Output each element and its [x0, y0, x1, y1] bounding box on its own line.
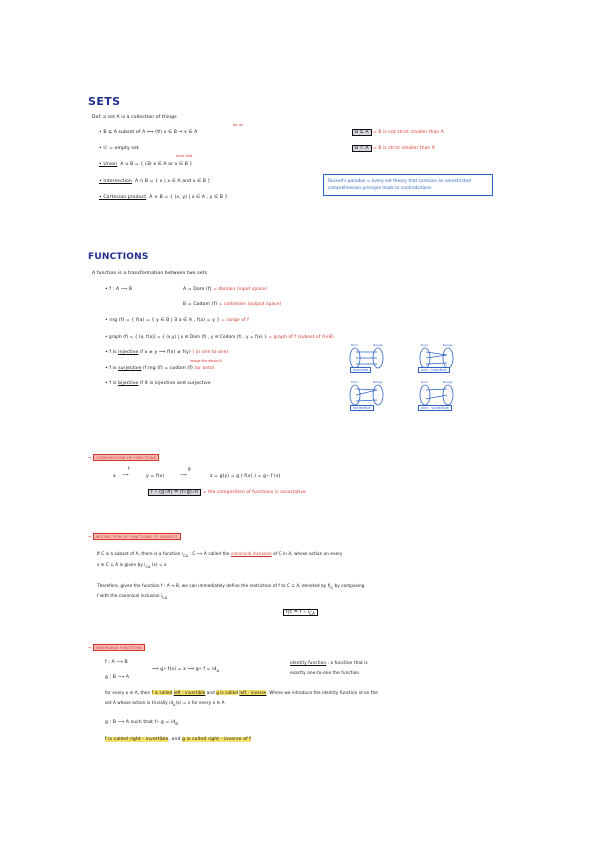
inverse-f-signature: f : A ⟶ B [105, 660, 128, 665]
inverse-text: f is called [151, 690, 173, 695]
injective-def: if x ≠ y ⟹ f(x) ≠ f(y) [140, 350, 191, 355]
bijective-prefix: • f is [105, 381, 117, 386]
functions-title: FUNCTIONS [88, 252, 149, 262]
range-def: • rng (f) = { f(a) = { y ∈ B | ∃ a ∈ A , f(a) = y } [105, 318, 220, 323]
composition-arrow-f-label: f [128, 466, 130, 471]
range-row [105, 318, 249, 323]
inverse-text: on the [364, 690, 378, 695]
union-line [99, 162, 193, 167]
canonical-inclusion-term: canonical inclusion [230, 551, 272, 556]
injective-diagram-label: injective [350, 367, 371, 373]
associativity-note: = the composition of functions is associative [202, 490, 306, 495]
composition-arrow-g-label: g [188, 466, 191, 471]
restriction-text: Therefore, given the function f : A → B, we can immediately define the restriction of f to C ⊆ A, denoted by f| [97, 583, 331, 588]
surjective-term: surjective [118, 366, 142, 371]
range-label: Range [373, 380, 383, 384]
strict-subset-note: = B is strict smaller than A [373, 146, 435, 151]
right-invertible-term: f is called right - invertible [105, 737, 169, 742]
associativity-row [148, 490, 306, 495]
inverse-text: and [206, 690, 215, 695]
right-invertible-row [105, 737, 251, 742]
sets-definition: Def. a set A is a collection of things [92, 115, 177, 120]
codomain-row [183, 302, 281, 307]
restriction-text: by composing [333, 583, 365, 588]
cartesian-label: • Cartesian product [99, 195, 147, 200]
restriction-formula-row [283, 610, 318, 616]
restriction-formula-sub: CA [309, 610, 315, 616]
identity-function-term: identity function [290, 660, 327, 665]
intersection-def: A ∩ B = { x | x ∈ A and x ∈ B } [135, 179, 211, 184]
codomain-def: B = Codom (f) [183, 302, 218, 307]
restriction-text: (x) = x [150, 562, 167, 567]
inverse-text: g : B ⟶ A such that f∘ g = id [105, 720, 176, 725]
graph-note: = graph of f (subset of A×B) [268, 335, 334, 340]
cartesian-line [99, 195, 228, 200]
identity-def-row-2: exactly one-to-one the function [290, 670, 360, 675]
surjective-row [105, 366, 215, 371]
dom-label: Dom [351, 343, 359, 347]
graph-def: • graph (f) = { (a, f(a)) = { (x,y) | x ∈ Dom (f) , y ∈ Codom (f) , y = f(x) } [105, 334, 267, 339]
restriction-text: If C is a subset of A, there is a function i [97, 551, 184, 556]
russell-paradox-box: Russell's paradox = every set theory that contains an unrestricted comprehension principle leads to contradictions. [323, 174, 493, 196]
domain-def: A = Dom (f) [183, 287, 212, 292]
restriction-formula [283, 609, 318, 616]
range-label: Range [373, 343, 383, 347]
restriction-para-1b [97, 562, 167, 569]
restriction-formula-text: f|c = f ∘ i [286, 610, 310, 615]
restriction-sub: CA [162, 595, 168, 600]
restriction-text: : C ⟶ A called the [189, 551, 230, 556]
range-label: Range [443, 343, 453, 347]
surjective-def: if rng (f) = codom (f) [143, 366, 193, 371]
inverse-text: g is called [216, 690, 238, 695]
restriction-text: x ∈ C ⊆ A is given by i [97, 562, 146, 567]
non-strict-subset-row [352, 130, 444, 135]
restriction-sub: C [330, 585, 334, 590]
left-invertible-term: left - invertible [173, 690, 206, 695]
strict-subset-row [352, 146, 435, 151]
restriction-para-2 [97, 583, 364, 590]
right-inverse-term: g is called right - inverse of f [182, 737, 252, 742]
function-signature: • f : A ⟶ B [105, 287, 133, 292]
inverse-text: , and [168, 737, 181, 742]
empty-set-line: • ∅ = empty set [99, 146, 139, 151]
restriction-header-label: RESTRICTION OF FUNCTIONS TO SUBSETS [93, 533, 181, 540]
non-strict-subset-box: B ⊆ A [352, 129, 372, 136]
surjective-prefix: • f is [105, 366, 117, 371]
restriction-text: f with the canonical inclusion i [97, 593, 163, 598]
composition-arrow-f: ⟶ [122, 473, 129, 478]
non-injective-diagram-label: non - injective [418, 367, 450, 373]
non-strict-subset-note: = B is not strict smaller than A [373, 130, 444, 135]
inverse-header-label: INVERSIBLE FUNCTIONS [93, 644, 146, 651]
composition-arrow-g: ⟶ [180, 473, 187, 478]
cartesian-def: A × B = { (x, y) | x ∈ A , y ∈ B } [149, 195, 228, 200]
intersection-label: • Intersection [99, 179, 132, 184]
composition-middle: y = f(x) [146, 474, 165, 479]
inverse-text: (x) = x for every x ∈ A [175, 700, 225, 705]
inverse-composition [152, 667, 219, 673]
injective-prefix: • f is [105, 350, 117, 355]
functions-intro: A function is a transformation between two sets [92, 271, 208, 276]
injective-term: injective [118, 350, 139, 355]
inverse-header: → INVERSIBLE FUNCTIONS [88, 645, 145, 650]
associativity-formula: f ∘ (g∘h) = (f∘g)∘h [148, 489, 201, 496]
restriction-para-3 [97, 593, 167, 600]
composition-header: → COMPOSITIONS OF FUNCTIONS [88, 455, 159, 460]
left-inverse-term: left - inverse [239, 690, 267, 695]
union-label: • Union [99, 162, 118, 167]
dom-label: Dom [351, 380, 359, 384]
bijective-def: if it is injective and surjective [140, 381, 211, 386]
injective-note: ( or one to one) [192, 350, 229, 355]
restriction-text: of C in A, whose action on every [273, 551, 343, 556]
right-inverse-def [105, 720, 178, 726]
dom-label: Dom [421, 343, 429, 347]
injective-row [105, 350, 228, 355]
composition-header-label: COMPOSITIONS OF FUNCTIONS [93, 454, 160, 461]
bijective-row [105, 381, 211, 386]
composition-x: x [113, 474, 116, 479]
left-invertible-row [105, 690, 378, 695]
range-note: = range of f [221, 318, 249, 323]
range-label: Range [443, 380, 453, 384]
exist-note: exist that [176, 154, 193, 158]
restriction-sub: CA [145, 564, 151, 569]
intersection-line [99, 179, 211, 184]
domain-note: = domain (input space) [213, 287, 268, 292]
identity-action-row: set A whose action is trivially $id_A(x) = x$ for every x ∈ A [105, 700, 225, 707]
surjective-note: (or onto) [194, 366, 215, 371]
restriction-header: → RESTRICTION OF FUNCTIONS TO SUBSETS [88, 534, 181, 539]
restriction-para-1 [97, 551, 342, 558]
inverse-g-signature: g : B ⟶ A [105, 675, 130, 680]
identity-def-row [290, 660, 368, 665]
inverse-sub: B [175, 720, 179, 726]
non-surjective-diagram-label: non - surjective [418, 405, 452, 411]
surjective-annotation: image the whole B [190, 359, 222, 363]
strict-subset-box: B ⊂ A [352, 145, 372, 152]
union-def: A ∪ B = { (∃) x ∈ A or x ∈ B } [120, 162, 193, 167]
subset-line: • B ⊆ A subset of A ⟺ (∀) x ∈ B ⇒ x ∈ A [99, 130, 198, 135]
inverse-text: set A whose action is trivially id [105, 700, 174, 705]
for-all-note: for all [233, 123, 244, 127]
composition-result: z = g(y) = g ( f(x) ) = g∘ f (x) [210, 474, 281, 479]
inverse-text: . Where we introduce the identity function id [266, 690, 363, 695]
dom-label: Dom [421, 380, 429, 384]
domain-row [183, 287, 267, 292]
identity-def-text: : a function that is [327, 660, 368, 665]
graph-row [105, 334, 334, 340]
restriction-sub: CA [183, 553, 189, 558]
codomain-note: = codomain (output space) [218, 302, 282, 307]
sets-title: SETS [88, 95, 121, 108]
bijective-term: bijective [118, 381, 139, 386]
inverse-composition-sub: A [216, 667, 220, 673]
inverse-composition-text: ⟹ g∘ f(x) = x ⟹ g∘ f = id [152, 667, 217, 672]
surjective-diagram-label: surjective [350, 405, 374, 411]
inverse-text: for every x ∈ A, then [105, 690, 151, 695]
